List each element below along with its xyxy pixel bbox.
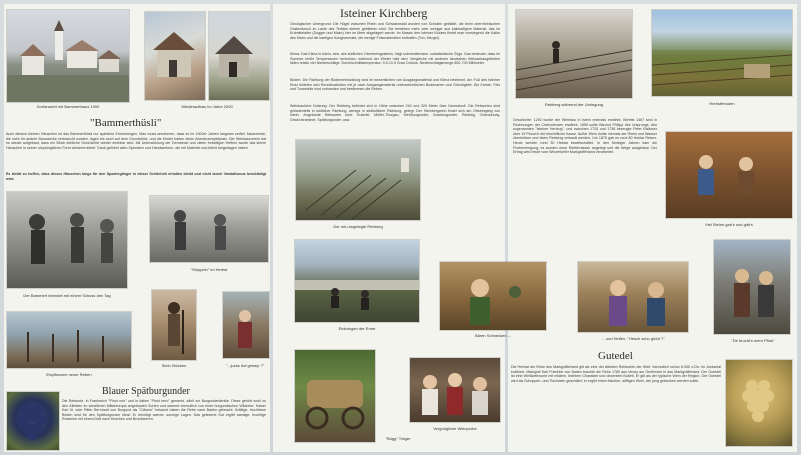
village-photo [7,10,129,102]
jucks-photo [223,292,269,358]
helfen-photo [578,262,688,332]
caption-pfioh: "Dir brucht's mehr Pfioh" [731,338,775,343]
caption-bier: Bären Schnecken ... [474,333,512,338]
caption-steine: Viel Steine gab's und gibt's [705,222,753,227]
weinbau-text: Weinbauliche Nutzung: Der Rebberg befindet sich in Höhe zwischen 240 und 320 Meter über Normalnull. Die Rebsorten sind grösstenteils in südlicher Richtung, wenige in südöstlicher Richtung, gelegt. Der Steinbergwein findet sich am Ortseingang von Istein. Angebaute Rebsorten sind: Gutedel, Müller-Thurgau, Weißburgunder, Grauburgunder, Riesling, Chardonnay, Gewürztraminer, Spätburgunder, usw. [290,104,500,122]
klima-text: Klima: Das Klima in Istein, bzw. des südlichen Oberrheingrabens, trägt submediterrane, subatlantische Züge. Das bedeutet, dass im Sommer heiße Temperaturen herrschen, während der Winter mild wird. Vergleiche mit anderen deutschen Weinanbaugebieten fallen relativ viel Niederschläge. Durchschnittstemperatur: 9,5-10,5 Grad Celsius. Niederschlagsmenge 800-700 Millimeter. [290,52,500,66]
caption-jucks: "...jucks dof gewep ?" [225,363,265,368]
caption-wiederaufbau: Wiederaufbau im Jahre 2000 [181,104,233,109]
pfioh-photo [714,240,790,334]
village-illustration [7,10,129,102]
herbst-photo [652,10,792,96]
isteiner-kirchberg-title: Isteiner Kirchberg [340,6,428,20]
bier-photo [440,262,546,330]
reconstruction-photo [145,12,205,100]
caption-rebberg: Der neu angelegte Rebberg [333,224,383,229]
einbringen-photo [295,240,419,322]
gutedel-grape-photo [726,360,792,446]
gutedel-title: Gutedel [598,350,633,362]
blauer-spatburgunder-title: Blauer Spätburgunder [102,386,190,397]
caption-herbst: Herbstfreuden [709,101,735,106]
bammerthusli-title: "Bammerthüsli" [90,117,162,129]
umlegung-photo [516,10,632,98]
blauer-spatburgunder-text: Die Rebsorte, in Frankreich "Pinot noir" und in Italien "Pinot nero" genannt, zählt zur Burgunderfamilie. Diese gehört wohl zu den Ältesten im westlichen Mitteleuropa angebauten Sorten und stammt vermutlich von einer burgundischen Wildrebe. Kaiser Karl III. oder Ritter Bernhard von Burgund als "Clävner" bekannt haben die Rebe nach Baden gebracht. Kräftige, fruchtbare Böden sind für den Spätburgunder ideal. Er benötigt warme, sonnige Lagen. Das gelesene Gut ergibt samtige, fruchtige Rotweine mit einem Duft nach Kirschen und Brombeeren. [62,399,266,422]
caption-dorfansicht: Dorfansicht mit Bammerthaus 1900 [36,104,100,109]
caption-stoppeln: "Stoppeln" im Herbst [190,267,228,272]
einpflanzen-photo [7,312,131,368]
caption-trager: "Bügg" Träger [385,436,411,441]
gutedel-text: Die Heimat der Rebe des Markgräflerland gilt als eine der ältesten Rebsorten der Welt. Vermutlich schon 6.000 v.Chr. im Jordantal kultiviert. Markgraf Karl Friedrich von Baden brachte die Rebe 1780 aus Vevey am Genfersee in das Markgräflerland. Der Gutedel ist eine Weißweinsorte mit mildem, leichtem Charakter und dezentem Bukett. Er gilt als der typische Wein der Region. Der Gutedel wird als Schoppen- und Tischwein geschätzt; er ergibt einen frischen, süffigen Wein, der jung getrunken werden sollte. [511,365,721,383]
cart-photo [295,350,375,442]
caption-helfen: ... und Helfen, "Hesch scho gfoht ?" [601,336,665,341]
bammerthusli-note: Es bleibt zu hoffen, dass dieses Häuschen lange für den Spaziergänger in dieser Schönheit erhalten bleibt und nicht durch Vandalismus beschädigt wird. [6,172,266,181]
caption-stein: Stein Stücken [161,363,187,368]
caption-einpflanzen: Einpflanzen neuer Reben [46,372,92,377]
caption-umlegung: Rebberg während der Umlegung [544,102,604,107]
history-text: Geschichte: 1292 wurde der Weinbau in Istein erstmals erwähnt. Bereits 1467 sind in Rechnungen der Cisterziensen erwähnt. 1555 sollte Bischof Philipp des Ursprungs, den sogenannten "Isteiner Hertzog", und zwischen 1725 und 1738 bezeugte Peter Elsässer über 19 Pfund in die bischöfliche Kasse. Außer Wein durfte niemals der Rhein und Wasser übertreiben und Istein Rebberg verkauft werden. Um 1875 gab es rund 80 Hektar Reben. Heute werden rund 30 Hektar bewirtschaftet. In den fünfziger Jahren kam die Flurbereinigung; es wurden neue Rebterrassen angelegt und die Wege ausgebaut. Der Ertrag wird heute vom Winzerkeller Markgräflerland verarbeitet. [513,118,657,155]
grape-photo [7,392,59,450]
geology-text: Geologischer Untergrund: Die Hügel zwischen Rhein und Schwarzwald wurden von Schollen gebildet, die beim oberrheinischen Grabenbruch im Laufe des Tertiärs stehen geblieben sind. Sie bestehen mehr oder weniger aus kalkhaltigem Material, das im Erdmittelalter (Dogger und Malm) hier im Meer abgelagert wurde. Im Massiv des Isteiner Klotzes findet man vorwiegend die Kalke des Malm und die kantigen Konglomerate, die wenige Felsmaterialien enthalten (Ton, Mergel). [290,22,500,40]
steine-photo [666,132,792,218]
boden-text: Böden: Die Richtung der Bodenentwicklung wird im wesentlichen von Ausgangsmaterial und Klima bestimmt. Am Fuß des Isteiner Klotz bildeten sich Rendzinaböden mit je nach Ausgangsmaterial unterschiedlichen Bodenarten und Gründigkeit. Die Kreide, Fels und Tonanteile sind vorhanden und bestimmen die Reben. [290,78,500,92]
stone-hut-photo [209,12,269,100]
caption-weinprobe: Vergnügliche Weinprobe [433,426,477,431]
stein-photo [152,290,196,360]
caption-bammert: Der Bammert beendet mit einem Schuss den Tag [23,293,111,298]
rebberg-photo [296,140,420,220]
stoppeln-photo [150,196,268,262]
weinprobe-photo [410,358,500,422]
bammerthusli-text: Auch diesem kleinen Häuschen ist das Bammerthüsli nur spärliche Erinnerungen. Man muss annehmen, dass es im 1900er Jahren langsam zerfiel. Mauerreste, die nicht für andere Bauzwecke verbraucht wurden, lagen bis noch auf dem Grundstück, und die Kinder hatten einen Abenteuerspielplatz. Der Weinbauverein hat es wieder aufgebaut, dass ein Stück dörfliche Geschichte wieder erlebbar wird. Mit Unterstützung der Gemeinde und vielen freiwilligen Helfern wurde das kleine Häuschen in seiner ursprünglichen Form wiedererrichtet. Dank gebührt allen Spendern und Handwerkern, die mit Material und Arbeit beigetragen haben. [6,132,266,150]
caption-einbringen: Einbringen der Ernte [338,326,376,331]
bammert-shot-photo [7,192,127,288]
